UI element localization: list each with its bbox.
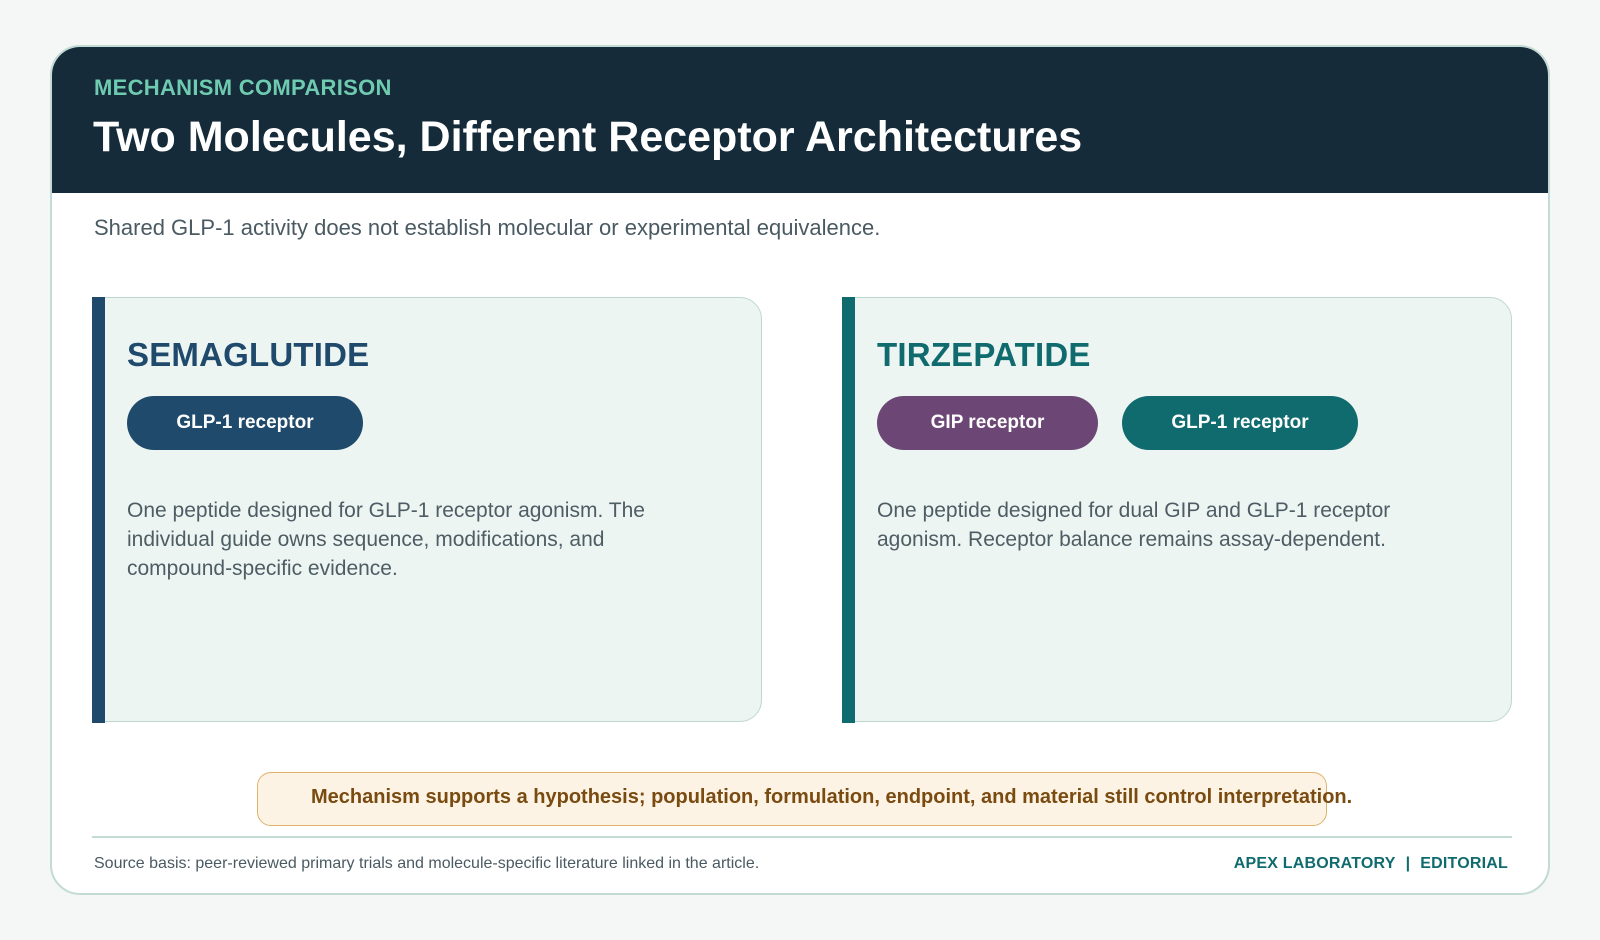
molecule-description: One peptide designed for GLP-1 receptor agonism. The individual guide owns sequence, modifications, and compound-specific evidence. [127, 499, 645, 580]
molecule-description: One peptide designed for dual GIP and GLP-1 receptor agonism. Receptor balance remains assay-dependent. [877, 499, 1391, 551]
eyebrow-label: MECHANISM COMPARISON [94, 75, 392, 100]
brand-name: APEX LABORATORY [1233, 855, 1396, 872]
page-title: Two Molecules, Different Receptor Architectures [93, 113, 1083, 161]
molecule-name: TIRZEPATIDE [877, 336, 1091, 373]
receptor-pills [127, 396, 363, 450]
receptor-pills [877, 396, 1358, 450]
subtitle: Shared GLP-1 activity does not establish molecular or experimental equivalence. [94, 215, 881, 240]
panel-accent-bar [92, 297, 105, 723]
receptor-pill-glp1: GLP-1 receptor [1122, 396, 1358, 450]
source-note: Source basis: peer-reviewed primary trials and molecule-specific literature linked in the article. [94, 855, 760, 872]
infographic-card [50, 45, 1550, 895]
interpretation-note [257, 772, 1353, 826]
panel-semaglutide [92, 297, 762, 722]
header-banner [52, 47, 1548, 193]
brand-section: EDITORIAL [1420, 855, 1508, 872]
brand-label [1234, 855, 1508, 873]
molecule-name: SEMAGLUTIDE [127, 336, 370, 373]
receptor-pill-gip: GIP receptor [877, 396, 1098, 450]
footer-divider [92, 836, 1512, 838]
receptor-pill-glp1: GLP-1 receptor [127, 396, 363, 450]
note-text: Mechanism supports a hypothesis; population, formulation, endpoint, and material still control interpretation. [311, 786, 1353, 808]
panel-tirzepatide [842, 297, 1512, 722]
brand-separator: | [1405, 855, 1411, 872]
panel-accent-bar [842, 297, 855, 723]
